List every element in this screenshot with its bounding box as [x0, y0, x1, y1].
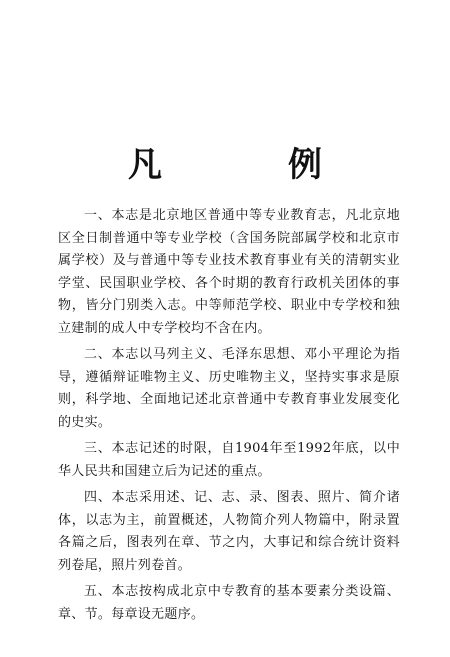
paragraph-4: 四、本志采用述、记、志、录、图表、照片、简介诸体，以志为主，前置概述，人物简介列人物篇中，附录置各篇之后，图表列在章、节之内，大事记和综合统计资料列卷尾，照片列卷首。	[58, 490, 400, 573]
paragraph-5: 五、本志按构成北京中专教育的基本要素分类设篇、章、节。每章设无题序。	[58, 584, 400, 622]
paragraph-3: 三、本志记述的时限，自1904年至1992年底，以中华人民共和国建立后为记述的重点。	[58, 441, 400, 479]
document-body	[58, 205, 400, 630]
page-title: 凡 例	[128, 145, 368, 185]
paragraph-2: 二、本志以马列主义、毛泽东思想、邓小平理论为指导，遵循辩证唯物主义、历史唯物主义，坚持实事求是原则，科学地、全面地记述北京普通中专教育事业发展变化的史实。	[58, 347, 400, 430]
paragraph-1: 一、本志是北京地区普通中等专业教育志，凡北京地区全日制普通中等专业学校（含国务院部属学校和北京市属学校）及与普通中等专业技术教育事业有关的清朝实业学堂、民国职业学校、各个时期的教育行政机关团体的事物，皆分门别类入志。中等师范学校、职业中专学校和独立建制的成人中专学校均不含在内。	[58, 208, 400, 336]
